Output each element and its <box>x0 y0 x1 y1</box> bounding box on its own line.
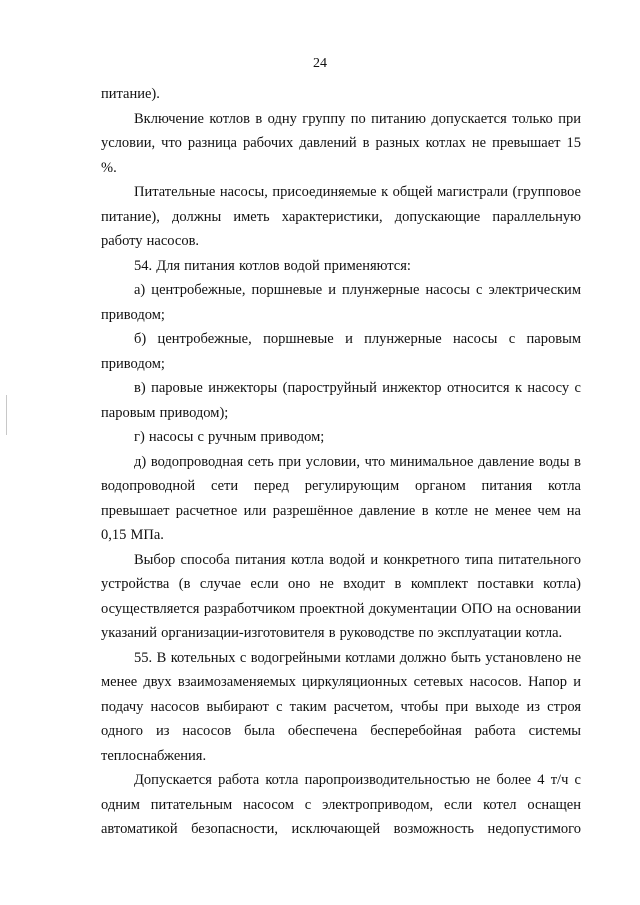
list-item-v: в) паровые инжекторы (пароструйный инжектор относится к насосу с паровым приводом); <box>101 380 581 421</box>
paragraph-feed-pumps: Питательные насосы, присоединяемые к общей магистрали (групповое питание), должны иметь характеристики, допускающие параллельную работу насосов. <box>101 184 581 249</box>
list-item-d: д) водопроводная сеть при условии, что минимальное давление воды в водопроводной сети перед регулирующим органом питания котла превышает расчетное или разрешённое давление в котле не менее чем на 0,15 МПа. <box>101 453 581 543</box>
scan-edge-mark <box>6 395 7 435</box>
paragraph-item-55: 55. В котельных с водогрейными котлами должно быть установлено не менее двух взаимозаменяемых циркуляционных сетевых насосов. Напор и подачу насосов выбирают с таким расчетом, чтобы при выходе из строя одного из насосов была обеспечена бесперебойная работа системы теплоснабжения. <box>101 649 581 764</box>
list-item-b: б) центробежные, поршневые и плунжерные насосы с паровым приводом; <box>101 331 581 372</box>
list-item-g: г) насосы с ручным приводом; <box>134 429 325 445</box>
paragraph-boiler-grouping: Включение котлов в одну группу по питанию допускается только при условии, что разница рабочих давлений в разных котлах не превышает 15 %. <box>101 110 581 176</box>
page-number: 24 <box>313 56 327 71</box>
document-body <box>101 82 581 842</box>
paragraph-continuation: питание). <box>101 86 160 102</box>
list-item-a: а) центробежные, поршневые и плунжерные насосы с электрическим приводом; <box>101 282 581 323</box>
paragraph-single-pump: Допускается работа котла паропроизводительностью не более 4 т/ч с одним питательным насосом с электроприводом, если котел оснащен автоматикой безопасности, исключающей возможность недопустимого <box>101 772 581 837</box>
paragraph-item-54: 54. Для питания котлов водой применяются: <box>134 257 411 274</box>
paragraph-feed-method: Выбор способа питания котла водой и конкретного типа питательного устройства (в случае если оно не входит в комплект поставки котла) осуществляется разработчиком проектной документации ОПО на основании указаний организации-изготовителя в руководстве по эксплуатации котла. <box>101 551 581 641</box>
